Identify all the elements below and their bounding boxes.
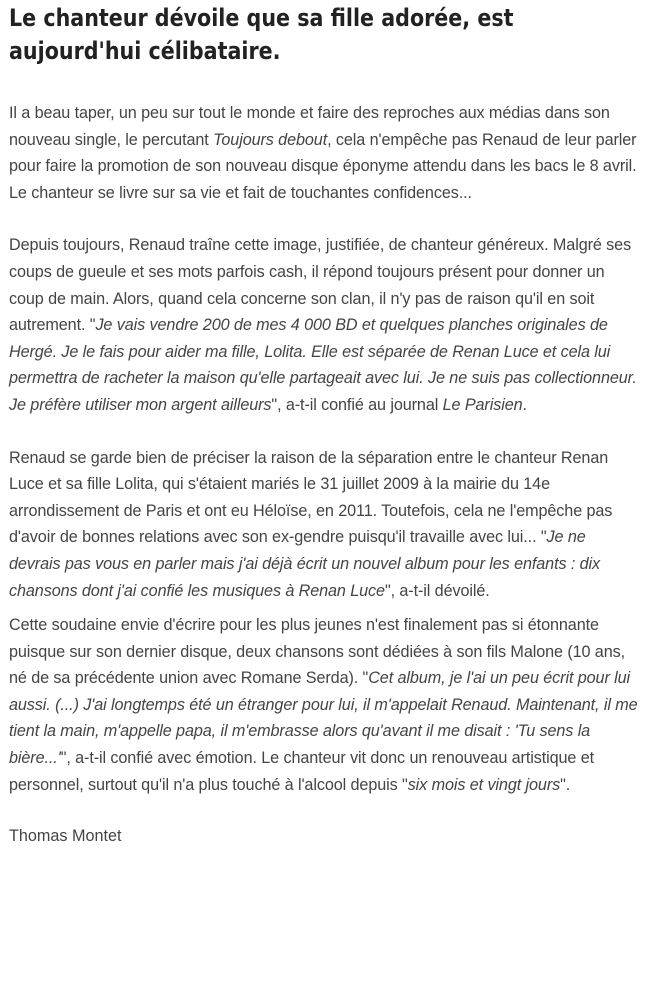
body-text: ", a-t-il confié au journal: [271, 395, 443, 414]
quote-text: Toujours debout: [213, 130, 328, 149]
body-text: Depuis toujours, Renaud traîne cette image, justifiée, de chanteur généreux. Malgré ses coups de gueule et ses mots parfois cash, il répond toujours présent pour donner un coup de main. Alors, quand cela concerne son clan, il n'y pas de raison qu'il en soit autrement. ": [9, 236, 632, 335]
paragraph-bd-sale: [9, 232, 638, 418]
quote-text: Cet album, je l'ai un peu écrit pour lui aussi. (...) J'ai longtemps été un étranger pour lui, il m'appelait Renaud. Maintenant, il me tient la main, m'appelle papa, il m'embrasse alors qu'avant il me disait : 'Tu sens la bière...': [9, 669, 638, 768]
body-text: ", a-t-il dévoilé.: [384, 581, 490, 600]
paragraph-renan-luce: [9, 445, 638, 605]
article-title: Le chanteur dévoile que sa fille adorée, est aujourd'hui célibataire.: [9, 4, 514, 65]
quote-text: Je ne devrais pas vous en parler mais j'ai déjà écrit un nouvel album pour les enfants : dix chansons dont j'ai confié les musiques à Renan Luce: [9, 528, 601, 600]
paragraph-malone: [9, 612, 638, 798]
quote-text: six mois et vingt jours: [407, 775, 561, 794]
body-text: ", a-t-il confié avec émotion. Le chanteur vit donc un renouveau artistique et personnel, surtout qu'il n'a plus touché à l'alcool depuis ": [9, 749, 595, 794]
quote-text: Le Parisien: [442, 395, 523, 414]
body-text: Renaud se garde bien de préciser la raison de la séparation entre le chanteur Renan Luce et sa fille Lolita, qui s'étaient mariés le 31 juillet 2009 à la mairie du 14e arrondissement de Paris et ont eu Héloïse, en 2011. Toutefois, cela ne l'empêche pas d'avoir de bonnes relations avec son ex-gendre puisqu'il travaille avec lui... ": [9, 448, 613, 547]
body-text: ".: [560, 775, 571, 794]
paragraph-intro: [9, 100, 638, 206]
body-text: Cette soudaine envie d'écrire pour les plus jeunes n'est finalement pas si étonnante puisque sur son dernier disque, deux chansons sont dédiées à son fils Malone (10 ans, né de sa précédente union avec Romane Serda). ": [9, 616, 626, 688]
body-text: .: [522, 395, 527, 414]
author-signature: Thomas Montet: [9, 827, 122, 846]
body-text: , cela n'empêche pas Renaud de leur parler pour faire la promotion de son nouveau disque éponyme attendu dans les bacs le 8 avril. Le chanteur se livre sur sa vie et fait de touchantes confidences...: [9, 130, 637, 202]
quote-text: Je vais vendre 200 de mes 4 000 BD et quelques planches originales de Hergé. Je le fais pour aider ma fille, Lolita. Elle est séparée de Renan Luce et cela lui permettra de racheter la maison qu'elle partageait avec lui. Je ne suis pas collectionneur. Je préfère utiliser mon argent ailleurs: [9, 316, 637, 414]
body-text: Il a beau taper, un peu sur tout le monde et faire des reproches aux médias dans son nouveau single, le percutant: [9, 104, 610, 149]
